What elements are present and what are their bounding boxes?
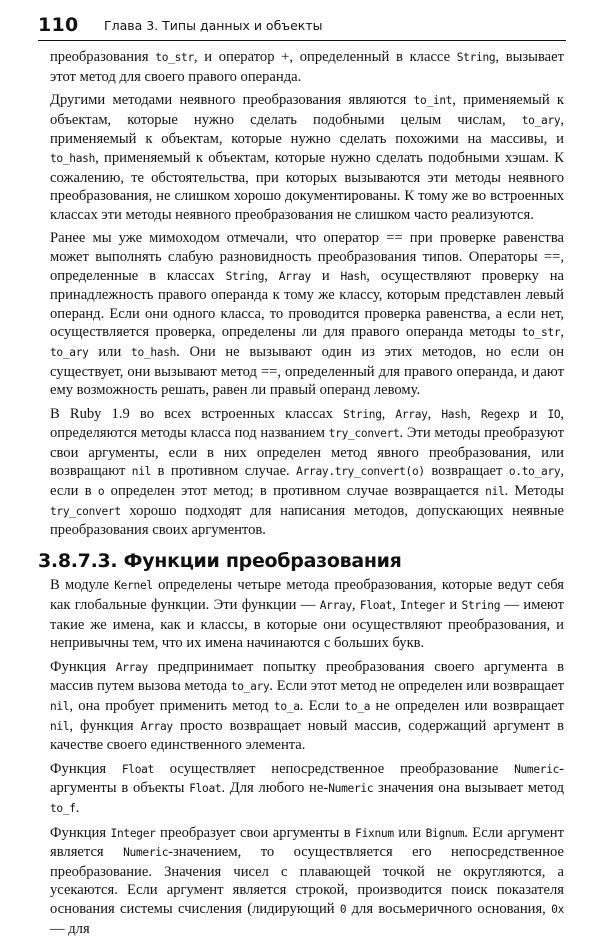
inline-code: to_str (521, 326, 561, 340)
inline-code: Numeric (123, 846, 169, 860)
paragraphs-before-section (50, 48, 564, 540)
inline-code: Array (140, 719, 173, 733)
paragraph: Функция Integer преобразует свои аргументы в Fixnum или Bignum. Если аргумент является Numeric-значением, то осуществляется его непосредственное преобразование. Значения чисел с плавающей точкой не округляются, а усекаются. Если аргумент является строкой, производится поиск показателя основания системы счисления (лидирующий 0 для восьмеричного основания, 0x — для (50, 824, 565, 937)
inline-code: to_a (273, 700, 300, 713)
paragraph: Ранее мы уже мимоходом отмечали, что оператор == при проверке равенства может выполнять слабую разновидность преобразования типов. Операторы ==, определенные в классах String, Array и Hash, осуществляют проверку на принадлежность правого операнда к тому же классу, которым представлен левый операнд. Если они одного класса, то проводится проверка равенства, а если нет, осуществляется проверка, определены ли для правого операнда методы to_str, to_ary или to_hash. Они не вызывают один из этих методов, но если он существует, они вызывают метод ==, определенный для правого операнда, и дают ему возможность решать, равен ли правый операнд левому. (50, 230, 565, 399)
inline-code: to_ary (50, 345, 89, 359)
inline-code: Float (359, 599, 393, 613)
body-text (38, 48, 565, 943)
inline-code: to_str (155, 51, 194, 64)
paragraph: Другими методами неявного преобразования являются to_int, применяемый к объектам, которые нужно сделать подобными целым числам, to_ary, применяемый к объектам, которые нужно сделать похожими на массивы, и to_hash, применяемый к объектам, которые нужно сделать подобными хэшам. К сожалению, те обстоятельства, при которых вызываются эти методы неявного преобразования, не слишком хорошо документированы. К тому же во встроенных классах эти методы неявного преобразования не слишком часто реализуются. (50, 92, 564, 223)
inline-code: Hash (340, 269, 367, 283)
inline-code: Integer (400, 599, 446, 613)
paragraph: В модуле Kernel определены четыре метода преобразования, которые ведут себя как глобальные функции. Эти функции — Array, Float, Integer и String — имеют такие же имена, как и классы, в которые они осуществляют преобразования, и непривычны тем, что их имена начинаются с больших букв. (50, 577, 565, 652)
inline-code: to_hash (50, 151, 96, 165)
paragraphs-after-section (50, 576, 564, 938)
page-number: 110 (38, 14, 79, 36)
inline-code: IO (547, 407, 561, 421)
inline-code: Fixnum (355, 826, 394, 840)
inline-code: Float (189, 782, 222, 796)
running-header (38, 12, 566, 41)
inline-code: Array (319, 599, 352, 613)
inline-code: to_ary (521, 113, 561, 127)
inline-code: Float (121, 762, 155, 776)
inline-code: Array (278, 269, 311, 283)
inline-code: 0 (339, 902, 347, 916)
inline-code: String (225, 269, 265, 283)
inline-code: to_a (344, 700, 371, 713)
inline-code: to_int (413, 94, 453, 108)
inline-code: to_hash (131, 345, 177, 359)
inline-code: 0x (551, 902, 565, 916)
inline-code: Numeric (514, 762, 560, 776)
inline-code: nil (485, 485, 505, 499)
paragraph: преобразования to_str, и оператор +, определенный в классе String, вызывает этот метод для своего правого операнда. (50, 49, 565, 85)
inline-code: Array (395, 407, 428, 421)
inline-code: Regexp (480, 407, 520, 421)
inline-code: Hash (441, 407, 468, 421)
inline-code: try_convert (328, 427, 400, 441)
inline-code: to_f (50, 801, 76, 815)
inline-code: nil (131, 465, 152, 479)
inline-code: Numeric (328, 782, 374, 796)
section-heading: 3.8.7.3. Функции преобразования (38, 549, 402, 572)
inline-code: o (97, 485, 105, 499)
inline-code: Array.try_convert(o) (296, 465, 425, 479)
inline-code: String (343, 407, 382, 421)
chapter-title: Глава 3. Типы данных и объекты (104, 18, 323, 33)
inline-code: nil (50, 700, 70, 713)
inline-code: o.to_ary (508, 465, 561, 479)
inline-code: Array (115, 660, 148, 674)
inline-code: Bignum (425, 826, 465, 840)
inline-code: Kernel (114, 579, 153, 593)
inline-code: String (461, 599, 501, 613)
inline-code: String (456, 51, 496, 64)
paragraph: В Ruby 1.9 во всех встроенных классах String, Array, Hash, Regexp и IO, определяются методы класса под названием try_convert. Эти методы преобразуют свои аргументы, если в них определен метод явного преобразования, или возвращают nil в противном случае. Array.try_convert(o) возвращает o.to_ary, если в o определен этот метод; в противном случае возвращается nil. Методы try_convert хорошо подходят для написания методов, допускающих неявные преобразования своих аргументов. (50, 405, 565, 539)
inline-code: Integer (110, 826, 156, 840)
paragraph: Функция Array предпринимает попытку преобразования своего аргумента в массив путем вызова метода to_ary. Если этот метод не определен или возвращает nil, она пробует применить метод to_a. Если to_a не определен или возвращает nil, функция Array просто возвращает новый массив, содержащий аргумент в качестве своего единственного элемента. (50, 658, 564, 754)
inline-code: try_convert (50, 504, 121, 518)
paragraph: Функция Float осуществляет непосредственное преобразование Numeric-аргументы в объекты Float. Для любого не-Numeric значения она вызывает метод to_f. (50, 760, 564, 816)
inline-code: nil (50, 719, 70, 733)
inline-code: to_ary (230, 680, 270, 694)
